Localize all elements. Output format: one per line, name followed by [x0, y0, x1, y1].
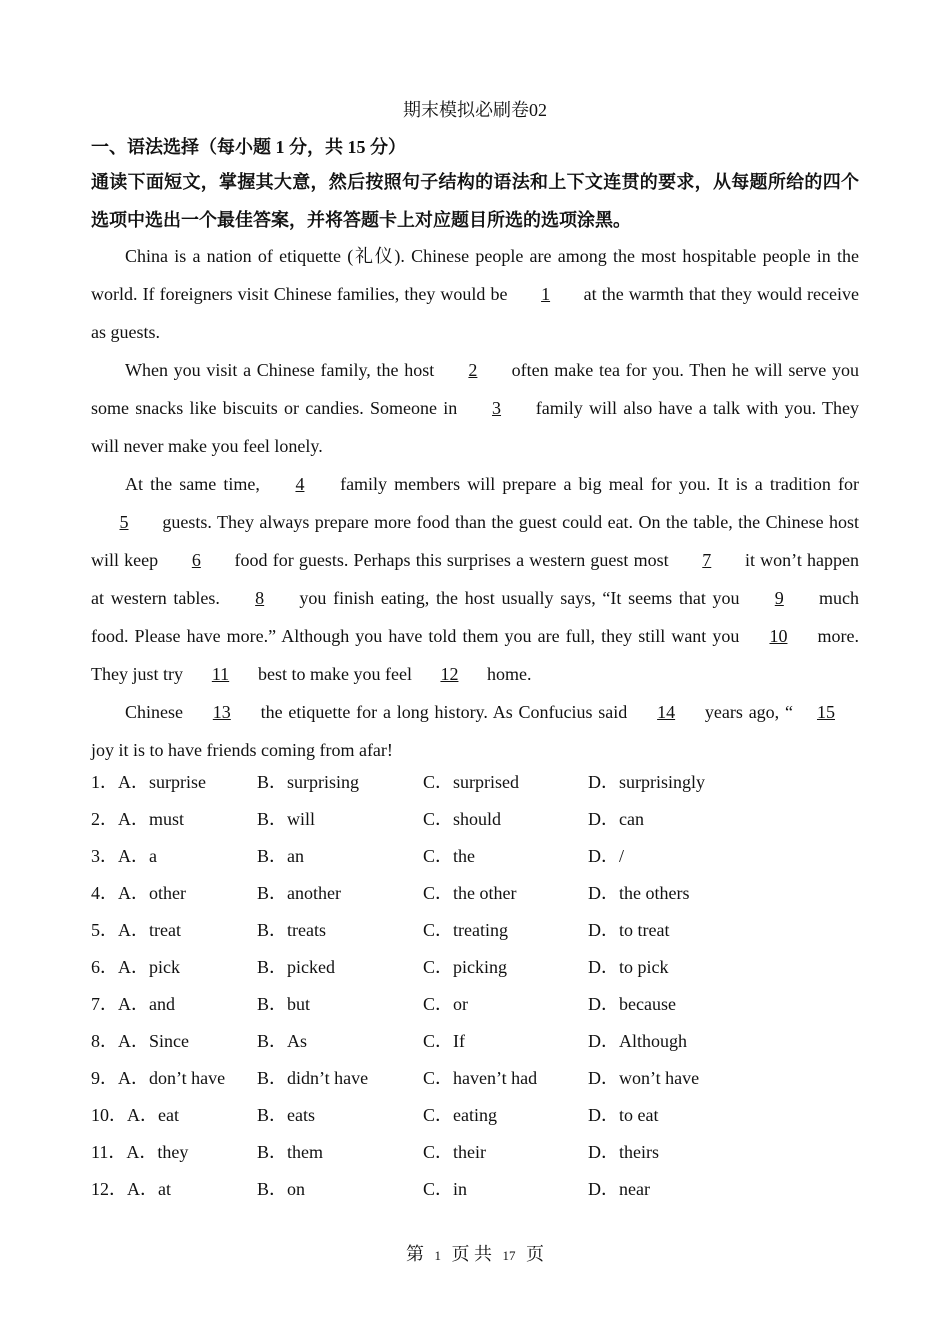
passage-text: often make tea for you. Then he will serve you some snacks like biscuits or candies. Someone in [91, 360, 859, 418]
question-row [91, 1173, 859, 1210]
passage-paragraph-2 [91, 351, 859, 465]
passage-text: Chinese [125, 702, 189, 722]
question-row [91, 1136, 859, 1173]
option-c: C．in [423, 1179, 468, 1199]
question-row [91, 1099, 859, 1136]
question-row [91, 877, 859, 914]
question-options [91, 766, 859, 1210]
question-row [91, 803, 859, 840]
option-d: D．theirs [588, 1142, 659, 1162]
option-b: B．eats [257, 1105, 315, 1125]
question-row [91, 988, 859, 1025]
blank-12: 12 [440, 664, 459, 684]
question-row [91, 1062, 859, 1099]
option-d: D．surprisingly [588, 772, 705, 792]
option-b: B．will [257, 809, 316, 829]
option-a: 12．A．at [91, 1179, 171, 1199]
blank-10: 10 [769, 626, 788, 646]
footer-suffix: 页 [526, 1244, 544, 1264]
option-b: B．on [257, 1179, 306, 1199]
passage-text: guests. They always prepare more food than the guest could eat. On the table, the Chinese host will keep [91, 512, 859, 570]
question-row [91, 914, 859, 951]
option-a: 4．A．other [91, 883, 186, 903]
option-c: C．haven’t had [423, 1068, 538, 1088]
option-b: B．another [257, 883, 341, 903]
option-b: B．an [257, 846, 304, 866]
option-b: B．surprising [257, 772, 360, 792]
option-b: B．treats [257, 920, 326, 940]
option-c: C．picking [423, 957, 507, 977]
passage-text: you finish eating, the host usually says, “It seems that you [292, 588, 747, 608]
passage-text: home. [482, 664, 532, 684]
option-c: C．the other [423, 883, 517, 903]
passage-text: When you visit a Chinese family, the host [125, 360, 440, 380]
option-c: C．If [423, 1031, 465, 1051]
passage-text: China is a nation of etiquette (礼仪). Chinese people are among the most hospitable people in the world. If foreigners visit Chinese families, they would be [91, 246, 859, 304]
blank-7: 7 [702, 550, 712, 570]
blank-8: 8 [255, 588, 265, 608]
option-c: C．surprised [423, 772, 519, 792]
blank-15: 15 [816, 702, 835, 722]
option-a: 3．A．a [91, 846, 157, 866]
option-a: 7．A．and [91, 994, 175, 1014]
question-row [91, 1025, 859, 1062]
option-a: 8．A．Since [91, 1031, 189, 1051]
option-d: D．to pick [588, 957, 669, 977]
blank-9: 9 [774, 588, 784, 608]
passage-text: much food. Please have more.” Although you have told them you are full, they still want you [91, 588, 860, 646]
option-b: B．them [257, 1142, 323, 1162]
passage-paragraph-1 [91, 237, 859, 351]
passage-text: at the warmth that they would receive as guests. [91, 284, 859, 342]
option-d: D．Although [588, 1031, 687, 1051]
passage-text: family members will prepare a big meal for you. It is a tradition for [332, 474, 859, 494]
option-d: D．near [588, 1179, 650, 1199]
option-d: D．to treat [588, 920, 670, 940]
passage-text: family will also have a talk with you. They will never make you feel lonely. [91, 398, 859, 456]
passage-text: At the same time, [125, 474, 267, 494]
blank-13: 13 [212, 702, 231, 722]
option-d: D．can [588, 809, 644, 829]
option-b: B．As [257, 1031, 308, 1051]
passage-paragraph-4 [91, 693, 859, 769]
passage-text: best to make you feel [253, 664, 417, 684]
option-a: 11．A．they [91, 1142, 189, 1162]
blank-1: 1 [541, 284, 551, 304]
option-a: 2．A．must [91, 809, 185, 829]
passage-text: food for guests. Perhaps this surprises a western guest most [229, 550, 674, 570]
passage [91, 237, 859, 769]
question-row [91, 766, 859, 803]
passage-paragraph-3 [91, 465, 859, 693]
page-title: 期末模拟必刷卷02 [403, 100, 547, 120]
option-d: D．/ [588, 846, 624, 866]
passage-text: years ago, “ [699, 702, 793, 722]
option-b: B．but [257, 994, 311, 1014]
option-b: B．didn’t have [257, 1068, 369, 1088]
option-a: 10．A．eat [91, 1105, 179, 1125]
passage-text: it won’t happen at western tables. [91, 550, 859, 608]
blank-2: 2 [468, 360, 478, 380]
option-c: C．or [423, 994, 468, 1014]
option-c: C．the [423, 846, 475, 866]
option-d: D．to eat [588, 1105, 659, 1125]
blank-4: 4 [295, 474, 305, 494]
page-number: 1 [434, 1248, 441, 1263]
total-pages: 17 [502, 1248, 516, 1263]
option-c: C．eating [423, 1105, 497, 1125]
passage-text: more. They just try [91, 626, 860, 684]
option-c: C．their [423, 1142, 486, 1162]
page-footer [0, 1240, 950, 1266]
blank-3: 3 [492, 398, 502, 418]
question-row [91, 951, 859, 988]
option-c: C．treating [423, 920, 508, 940]
option-c: C．should [423, 809, 502, 829]
instructions: 通读下面短文，掌握其大意，然后按照句子结构的语法和上下文连贯的要求，从每题所给的四个选项中选出一个最佳答案，并将答题卡上对应题目所选的选项涂黑。 [91, 172, 859, 230]
blank-11: 11 [211, 664, 230, 684]
option-b: B．picked [257, 957, 335, 977]
section-heading: 一、语法选择（每小题 1 分，共 15 分） [91, 137, 406, 157]
passage-text: joy it is to have friends coming from afar! [91, 740, 393, 760]
blank-5: 5 [119, 512, 129, 532]
option-d: D．won’t have [588, 1068, 700, 1088]
option-a: 6．A．pick [91, 957, 180, 977]
passage-text: the etiquette for a long history. As Confucius said [254, 702, 634, 722]
question-row [91, 840, 859, 877]
option-a: 9．A．don’t have [91, 1068, 226, 1088]
footer-middle: 页 共 [451, 1244, 492, 1264]
footer-prefix: 第 [406, 1244, 424, 1264]
option-d: D．because [588, 994, 676, 1014]
option-a: 5．A．treat [91, 920, 181, 940]
blank-14: 14 [657, 702, 676, 722]
blank-6: 6 [191, 550, 201, 570]
option-a: 1．A．surprise [91, 772, 206, 792]
option-d: D．the others [588, 883, 690, 903]
